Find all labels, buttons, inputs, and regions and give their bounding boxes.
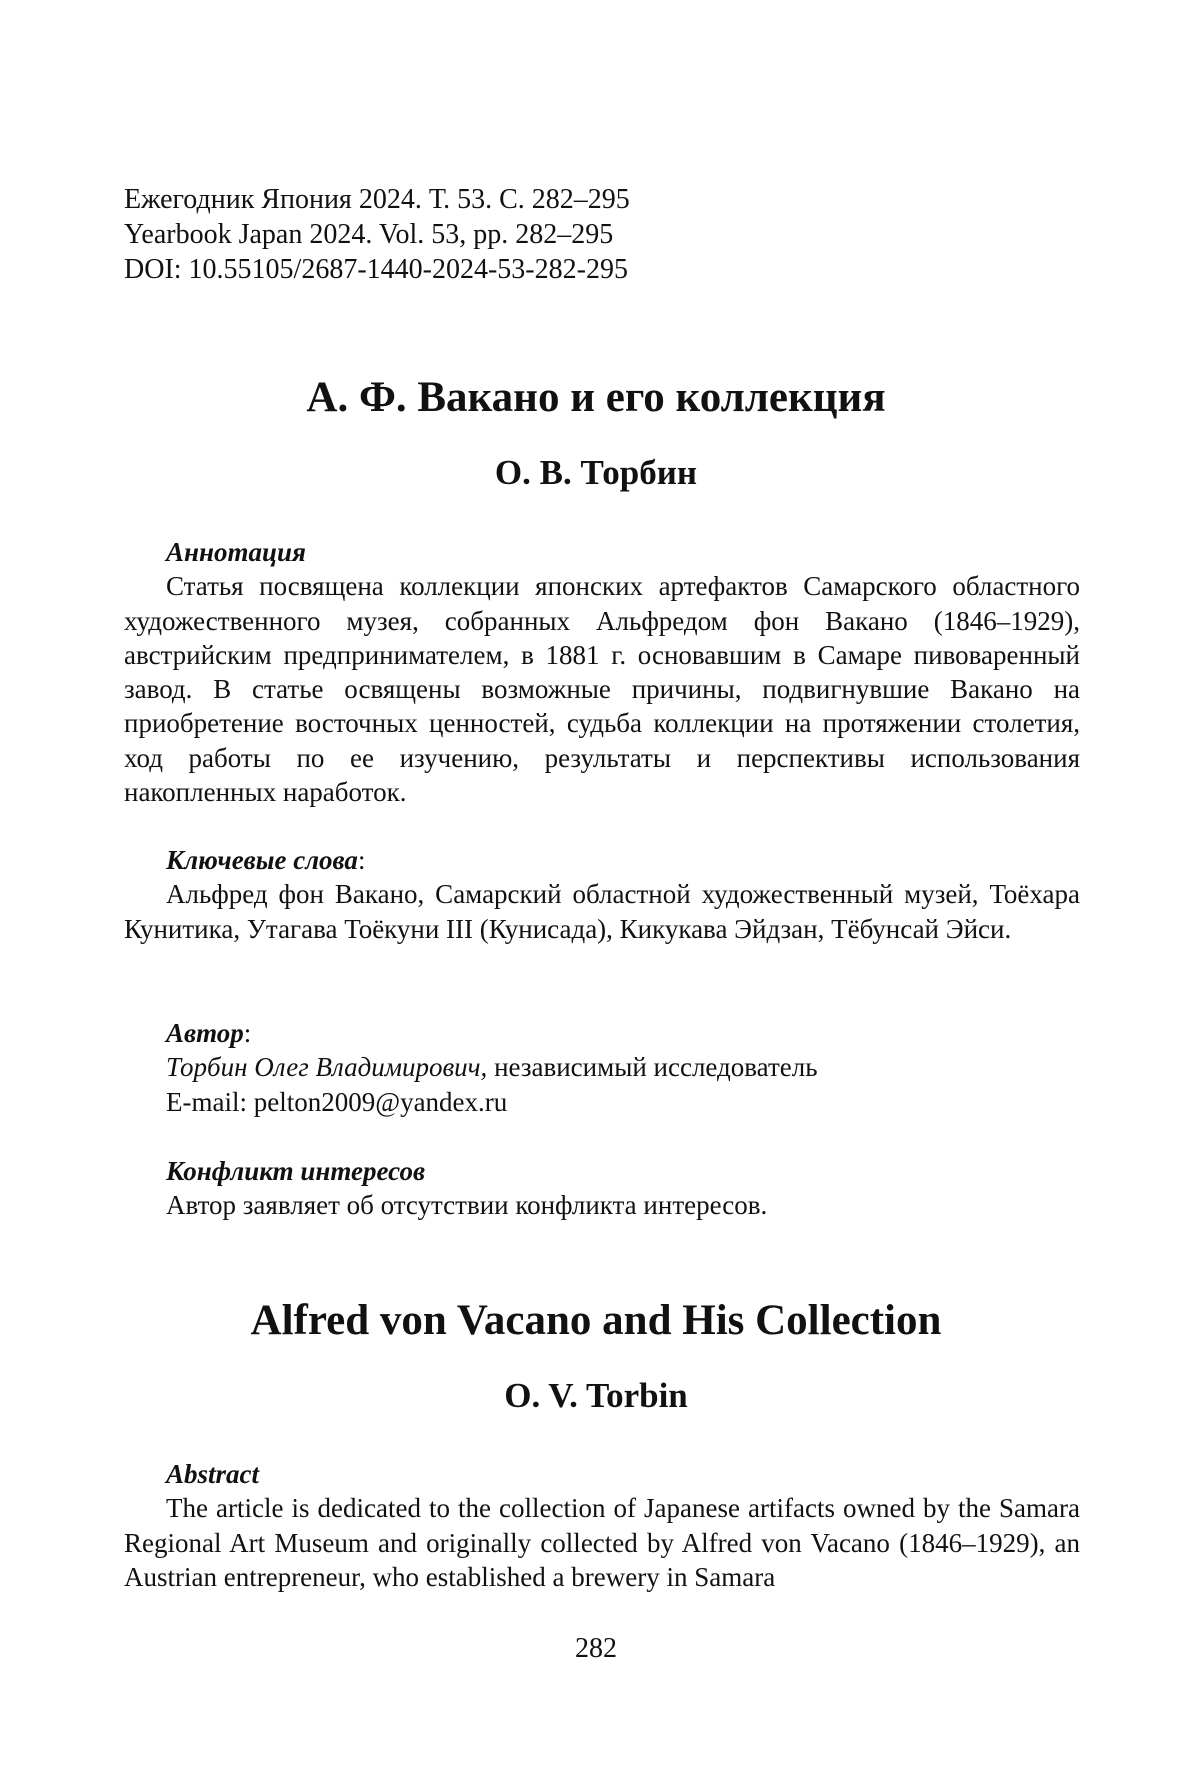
- author-heading: [124, 1016, 1080, 1050]
- keywords-heading-label: Ключевые слова: [166, 845, 358, 875]
- article-title-ru: А. Ф. Вакано и его коллекция: [306, 374, 886, 421]
- article-author-en: O. V. Torbin: [504, 1376, 688, 1415]
- conflict-section: [124, 1154, 1080, 1223]
- author-heading-label: Автор: [166, 1018, 244, 1048]
- keywords-section: [124, 843, 1080, 946]
- page-number: 282: [575, 1633, 617, 1664]
- citation-ru: Ежегодник Япония 2024. Т. 53. С. 282–295: [124, 184, 630, 215]
- citation-header: [124, 182, 824, 287]
- article-author-ru: О. В. Торбин: [494, 453, 698, 492]
- author-section: [124, 1016, 1080, 1119]
- doi-line: DOI: 10.55105/2687-1440-2024-53-282-295: [124, 254, 628, 285]
- keywords-heading-colon: :: [357, 845, 366, 875]
- author-affiliation: независимый исследователь: [487, 1052, 818, 1083]
- keywords-text: Альфред фон Вакано, Самарский областной художественный музей, Тоёхара Кунитика, Утагава Тоёкуни III (Кунисада), Кикукава Эйдзан, Тёбунсай Эйси.: [124, 879, 1080, 944]
- author-heading-colon: :: [243, 1018, 252, 1048]
- annotation-heading: Аннотация: [166, 537, 306, 567]
- author-email: E-mail: pelton2009@yandex.ru: [166, 1086, 508, 1117]
- author-name: Торбин Олег Владимирович,: [166, 1052, 488, 1083]
- conflict-heading: Конфликт интересов: [166, 1156, 426, 1186]
- citation-en: Yearbook Japan 2024. Vol. 53, pp. 282–295: [124, 219, 614, 250]
- abstract-heading: Abstract: [166, 1459, 260, 1489]
- author-name-line: [124, 1050, 1080, 1084]
- abstract-text: The article is dedicated to the collection of Japanese artifacts owned by the Samara Regional Art Museum and originally collected by Alfred von Vacano (1846–1929), an Austrian entrepreneur, who established a brewery in Samara: [124, 1493, 1080, 1592]
- abstract-section: [124, 1457, 1080, 1594]
- keywords-heading: [124, 843, 1080, 877]
- article-title-en: Alfred von Vacano and His Collection: [250, 1297, 942, 1344]
- annotation-section: [124, 535, 1080, 809]
- annotation-text: Статья посвящена коллекции японских артефактов Самарского областного художественного музея, собранных Альфредом фон Вакано (1846–1929), австрийским предпринимателем, в 1881 г. основавшим в Самаре пивоваренный завод. В статье освящены возможные причины, подвигнувшие Вакано на приобретение восточных ценностей, судьба коллекции на протяжении столетия, ход работы по ее изучению, результаты и перспективы использования накопленных наработок.: [124, 571, 1080, 808]
- conflict-text: Автор заявляет об отсутствии конфликта интересов.: [166, 1190, 768, 1221]
